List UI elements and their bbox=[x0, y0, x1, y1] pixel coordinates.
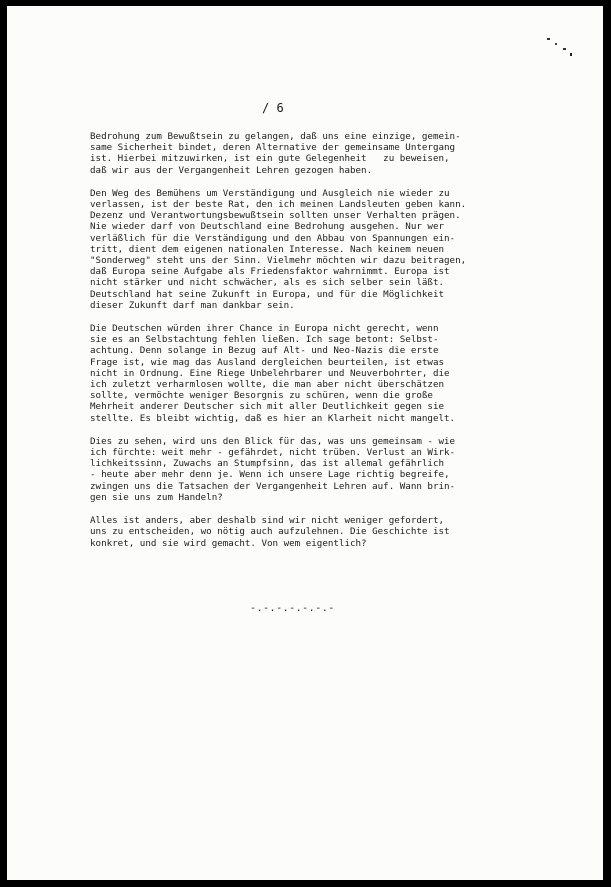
text-line: sollte, vermöchte weniger Besorgnis zu schüren, wenn die große bbox=[90, 390, 433, 402]
text-line: lichkeitssinn, Zuwachs an Stumpfsinn, das ist allemal gefährlich bbox=[90, 458, 445, 470]
text-line: dieser Zukunft darf man dankbar sein. bbox=[90, 299, 295, 311]
paragraph-1 bbox=[90, 131, 570, 176]
text-line: Den Weg des Bemühens um Verständigung und Ausgleich nie wieder zu bbox=[90, 187, 450, 199]
text-line: same Sicherheit bindet, deren Alternative der gemeinsame Untergang bbox=[90, 142, 456, 154]
text-line: daß Europa seine Aufgabe als Friedensfaktor wahrnimmt. Europa ist bbox=[90, 266, 450, 278]
text-line: ich zuletzt verharmlosen wollte, die man aber nicht überschätzen bbox=[90, 379, 445, 391]
text-line: Frage ist, wie mag das Ausland dergleichen beurteilen, ist etwas bbox=[90, 356, 445, 368]
text-line: sie es an Selbstachtung fehlen ließen. Ich sage betont: Selbst- bbox=[90, 334, 439, 346]
document-body bbox=[90, 131, 570, 561]
text-line: Alles ist anders, aber deshalb sind wir nicht weniger gefordert, bbox=[90, 515, 445, 527]
text-line: Dezenz und Verantwortungsbewußtsein sollten unser Verhalten prägen. bbox=[90, 210, 461, 222]
text-line: verläßlich für die Verständigung und den Abbau von Spannungen ein- bbox=[90, 232, 456, 244]
scan-speck-marks bbox=[543, 36, 583, 66]
end-of-text-mark: -.-.-.-.-.-.- bbox=[250, 603, 335, 614]
page-number: / 6 bbox=[262, 101, 284, 115]
paragraph-3 bbox=[90, 323, 570, 424]
text-line: Nie wieder darf von Deutschland eine Bedrohung ausgehen. Nur wer bbox=[90, 221, 445, 233]
text-line: tritt, dient dem eigenen nationalen Interesse. Nach keinem neuen bbox=[90, 243, 445, 255]
text-line: konkret, und sie wird gemacht. Von wem eigentlich? bbox=[90, 537, 367, 549]
text-line: "Sonderweg" steht uns der Sinn. Vielmehr möchten wir dazu beitragen, bbox=[90, 255, 467, 267]
text-line: Mehrheit anderer Deutscher sich mit aller Deutlichkeit gegen sie bbox=[90, 401, 445, 413]
document-page bbox=[7, 6, 603, 880]
text-line: zwingen uns die Tatsachen der Vergangenheit Lehren auf. Wann brin- bbox=[90, 480, 456, 492]
text-line: Dies zu sehen, wird uns den Blick für das, was uns gemeinsam - wie bbox=[90, 435, 456, 447]
text-line: ich fürchte: weit mehr - gefährdet, nicht trüben. Verlust an Wirk- bbox=[90, 447, 456, 459]
text-line: Die Deutschen würden ihrer Chance in Europa nicht gerecht, wenn bbox=[90, 323, 439, 335]
text-line: stellte. Es bleibt wichtig, daß es hier an Klarheit nicht mangelt. bbox=[90, 412, 456, 424]
text-line: - heute aber mehr denn je. Wenn ich unsere Lage richtig begreife, bbox=[90, 469, 450, 481]
text-line: ist. Hierbei mitzuwirken, ist ein gute Gelegenheit zu beweisen, bbox=[90, 153, 450, 165]
text-line: achtung. Denn solange in Bezug auf Alt- und Neo-Nazis die erste bbox=[90, 345, 439, 357]
paragraph-4 bbox=[90, 436, 570, 503]
text-line: nicht stärker und nicht schwächer, als es sich selber sein läßt. bbox=[90, 277, 445, 289]
text-line: nicht in Ordnung. Eine Riege Unbelehrbarer und Neuverbohrter, die bbox=[90, 367, 450, 379]
text-line: gen sie uns zum Handeln? bbox=[90, 491, 223, 503]
paragraph-5 bbox=[90, 515, 570, 549]
text-line: Deutschland hat seine Zukunft in Europa, und für die Möglichkeit bbox=[90, 288, 445, 300]
text-line: Bedrohung zum Bewußtsein zu gelangen, daß uns eine einzige, gemein- bbox=[90, 131, 461, 142]
text-line: daß wir aus der Vergangenheit Lehren gezogen haben. bbox=[90, 164, 373, 176]
paragraph-2 bbox=[90, 188, 570, 311]
text-line: uns zu entscheiden, wo nötig auch aufzulehnen. Die Geschichte ist bbox=[90, 526, 450, 538]
text-line: verlassen, ist der beste Rat, den ich meinen Landsleuten geben kann. bbox=[90, 199, 467, 211]
